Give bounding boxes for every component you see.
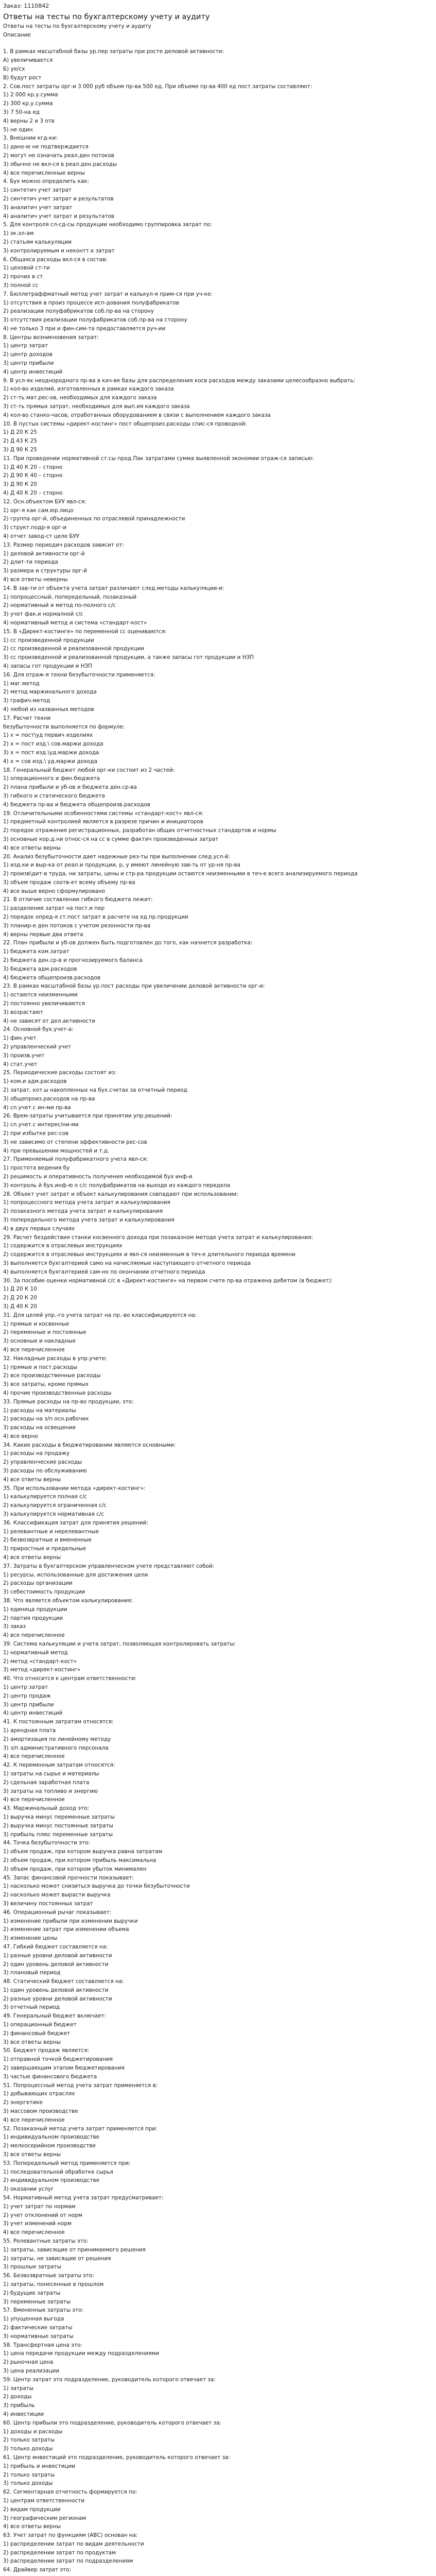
description-line: 1) сп.учет.с интерес/ни-ми — [3, 1122, 79, 1128]
description-line: 4) все верно — [3, 1433, 38, 1439]
description-line: 47. Гибкий бюджет составляется на: — [3, 1943, 108, 1950]
description-line: 64. Драйвер затрат это: — [3, 2567, 71, 2573]
description-line: 46. Операционный рычаг показывает: — [3, 1909, 112, 1916]
description-line: 1) остаются неизменными — [3, 992, 78, 998]
description-line: 12. Осн.объектом БУУ явл-ся: — [3, 498, 86, 505]
description-line: 14. В зав-ти от объекта учета затрат различают след.методы калькуляции-и: — [3, 585, 224, 591]
description-line: 2) партия продукции — [3, 1615, 63, 1621]
description-line: 4) все ответы верны — [3, 2523, 61, 2530]
description-line: 1) прямые и пост.расходы — [3, 1364, 78, 1370]
description-line: 3) изменение цены — [3, 1935, 58, 1942]
description-line: 51. Попроцессный метод учета затрат применяется в: — [3, 2082, 158, 2089]
description-line: 1) распределении затрат по видам деятельности — [3, 2540, 144, 2547]
description-line: 3) общепроиз.расходов на пр-ва — [3, 1095, 95, 1102]
description-line: 2) произв\дит-в труда, ни затраты, цены и стр-ра продукции остаются неизменными в теч-е всего анализируемого периода — [3, 871, 358, 877]
description-line: 2) 300 кр.у.сумма — [3, 100, 53, 107]
description-line: 1) насколько может снизиться выручка до точки безубыточности — [3, 1883, 190, 1890]
description-line: 21. В отличие составлении гибкого бюджета лежит: — [3, 896, 153, 903]
description-line: 2) содержится в отраслевых инструкциях и явл-ся неизменным в теч-е длительного периода времени — [3, 1251, 295, 1258]
description-line: 4) отчет завод-ст целе БУУ — [3, 533, 80, 540]
order-number: Заказ: 1110842 — [3, 3, 49, 9]
description-line: 29. Расчет бездействия станки косвенного дохода при позаказном методе учета затрат и калькулирования: — [3, 1234, 313, 1241]
description-line: 2) энергетике — [3, 2099, 43, 2106]
description-line: 4) при превышении мощностей и т.д. — [3, 1147, 110, 1154]
description-line: 49. Генеральный бюджет включает: — [3, 2013, 107, 2020]
description-line: 4) инвестиции — [3, 2411, 44, 2417]
description-line: 4) в двух первых случаях — [3, 1225, 75, 1232]
description-line: 57. Вмененные затраты это: — [3, 2307, 83, 2314]
description-line: 4) сп.учет.с ин-ми пр-ва — [3, 1104, 71, 1111]
description-line: 3) размера и структуры орг-й — [3, 568, 88, 574]
description-line: 1. В рамках масштабной базы ур.пер затраты при росте деловой активности: — [3, 48, 224, 55]
description-line: 1) один уровень деловой активности — [3, 1987, 109, 1993]
description-line: 3) з/п административного персонала — [3, 1744, 109, 1751]
section-label: Описание — [3, 31, 31, 38]
description-line: 3) только доходы — [3, 2480, 53, 2487]
description-line: 3) только доходы — [3, 2446, 53, 2452]
description-line: 1) затраты на сырье и материалы — [3, 1770, 99, 1777]
description-line: 34. Какие расходы в бюджетировании являются основными: — [3, 1442, 176, 1448]
description-line: 2) управленческие расходы — [3, 1459, 82, 1466]
description-line: 1) затраты, понесенные в прошлом — [3, 2281, 104, 2287]
description-line: 4) кол-во станко-часов, отработанных оборудованием в связи с выполнением каждого заказа — [3, 412, 271, 418]
description-line: 2) затрат, кот.ы накопленных на бух.счетах за отчетный период — [3, 1087, 187, 1094]
description-line: 1) расходы на продажу — [3, 1450, 70, 1457]
description-line: 3) прибыль — [3, 2402, 35, 2409]
description-line: 2) ст-ть мат.рес-ов, необходимых для каждого заказа — [3, 395, 157, 401]
description-line: 3) основные и накладные — [3, 1338, 76, 1345]
description-line: 3) гибкого и статического бюджета — [3, 792, 105, 799]
description-line: 15. В «Директ-костинге» по переменной сс оцениваются: — [3, 628, 167, 635]
description-line: 2) плана прибыли и уб-ов и бюджета ден.ср-ва — [3, 784, 137, 791]
description-line: 1) индивидуальном производстве — [3, 2134, 100, 2141]
description-line: 4) выполняется бухгалтерией сам-но по окончании отчетного периода — [3, 1268, 205, 1275]
description-line: 1) операционного и фин.бюджета — [3, 775, 100, 782]
description-line: 5. Для контроля сл-сд-сы продукции необходимо группировка затрат по: — [3, 222, 212, 228]
description-line: 3) выполняется бухгалтерией само на начисляемые наступающего отчетного периода — [3, 1260, 251, 1266]
description-line: 3) плановый период — [3, 1970, 61, 1976]
description-line: 3) учет изменений норм — [3, 2221, 72, 2227]
description-line: 3. Внешнии кгд-ки: — [3, 135, 58, 142]
description-line: 1) деловой активности орг-й — [3, 550, 85, 557]
description-line: 3) графич.метод — [3, 698, 50, 704]
description-line: 3) не зависимо от степени эффективности рес-сов — [3, 1139, 147, 1145]
description-line: 1) упущенная выгода — [3, 2316, 64, 2323]
description-line: 3) контроль й бух.инф-ю о с/с полуфабрикатов на выходе из каждого передела — [3, 1182, 231, 1189]
description-line: 1) бюджета ком.затрат — [3, 948, 69, 955]
description-line: 45. Запас финансовой прочности показывает: — [3, 1874, 134, 1881]
description-line: 41. К постоянным затратам относятся: — [3, 1719, 114, 1725]
description-line: 2) длит-ти периода — [3, 559, 58, 566]
description-line: 4) запасы гот продукции и НЗП — [3, 663, 92, 669]
description-line: 2) решимость и оперативность получения необходимой бух инф-и — [3, 1173, 193, 1180]
description-line: безубыточности выполняется по формуле: — [3, 723, 125, 730]
description-line: 3) центр прибыли — [3, 360, 54, 367]
description-line: 3) Д 90 К 25 — [3, 447, 37, 453]
description-line: 1) выручка минус переменные затраты — [3, 1814, 115, 1820]
description-line: 1) эк.эл-ам — [3, 230, 34, 237]
description-line: 4) все перечисленное — [3, 1632, 65, 1639]
description-line: 2) финансовый бюджет — [3, 2030, 71, 2037]
description-line: 1) затраты, зависящие от принимаемого решения — [3, 2246, 146, 2253]
description-line: 3) расходы по обслуживанию — [3, 1468, 87, 1475]
description-line: 2) амортизация по линейному методу — [3, 1736, 111, 1742]
description-line: 3) ст-ть прямых затрат, необходимых для вып.ия каждого заказа — [3, 403, 190, 410]
description-line: 1) затраты — [3, 2385, 34, 2392]
description-line: 3) Д 90 К 20 — [3, 481, 37, 488]
description-line: 22. План прибыли и уб-ов должен быть подготовлен до того, как начнется разработка: — [3, 940, 253, 946]
description-line: 3) основные кор.д.ни относ-ся на сс в сумме фактич произведенных затрат — [3, 836, 219, 842]
description-line: 1) нормативный метод — [3, 1649, 68, 1656]
description-line: 1) цена передачи продукции между подразделениями — [3, 2350, 160, 2357]
description-line: 3) сс произведенной и реализованной продукции, а также запасы гот продукции и НЗП — [3, 654, 254, 661]
description-line: 2) калькулируется ограниченная с/с — [3, 1502, 107, 1509]
description-line: 2) нормативный и метод по-полного с/с — [3, 602, 116, 609]
description-line: 1) цеховой ст-ти — [3, 265, 50, 272]
description-line: 3) все ответы верны — [3, 2039, 61, 2045]
description-line: 4) все перечисленное — [3, 2229, 65, 2236]
description-line: 1) калькулируется полная с/с — [3, 1494, 88, 1500]
description-line: 1) кол-во изделий, изготовленных в рамках каждого заказа — [3, 386, 174, 393]
description-line: 62. Сегментарная отчетность формируется по: — [3, 2489, 137, 2496]
description-line: 1) синтетич учет затрат — [3, 187, 72, 194]
description-line: 3) все затраты, кроме прямых — [3, 1381, 89, 1388]
description-line: 26. Врем-затраты учитывается при принятии упр.решений: — [3, 1113, 172, 1120]
description-line: 2) только затраты — [3, 2471, 55, 2478]
description-line: 3) планир-е ден потоков с учетом резонности пр-ва — [3, 922, 151, 929]
description-line: 1) орг-я как сам.юр.лицо — [3, 507, 74, 514]
description-line: 43. Маржинальный доход это: — [3, 1805, 89, 1812]
description-line: 63. Учет затрат по функциям (АВС) основан на: — [3, 2532, 138, 2539]
description-line: 1) предметный контролией является в разрезе причин и инициаторов — [3, 819, 203, 825]
description-line: 1) расходы на материалы — [3, 1407, 76, 1414]
description-line: 20. Анализ безубыточности дает надежные рез-ты при выполнении след.усл-й: — [3, 853, 230, 860]
description-line: 1) прибыль и инвестиции — [3, 2463, 76, 2469]
description-line: 16. Для отраж-я техни безубыточности применяется: — [3, 671, 155, 678]
description-line: 2) Д 43 К 25 — [3, 438, 37, 445]
description-line: 61. Центр инвестиций это подразделение, руководитель которого отвечает за: — [3, 2454, 230, 2461]
description-line: 4) Д 40 К 20 – сторно — [3, 490, 63, 497]
description-line: 40. Что относится к центрам ответственности: — [3, 1675, 137, 1682]
description-line: 4) все выше верно сформулировано — [3, 888, 106, 894]
description-line: 1) изменение прибыли при изменении выручки — [3, 1918, 138, 1924]
description-line: 31. Для целей упр.-го учета затрат на пр.-во классифицируются на: — [3, 1312, 197, 1318]
description-line: 2) затраты, не зависящие от решения — [3, 2255, 111, 2262]
description-line: 1) 2 000 кр.у.сумма — [3, 92, 58, 98]
description-line: 3) метод «директ-костинг» — [3, 1667, 81, 1673]
description-line: 3) 7 50-на ед — [3, 109, 40, 115]
description-line: 30. За пособие оценки нормативной с/с в «Директ-костинге» на первом счете пр-ва отражена дебетом (в бюджет): — [3, 1277, 333, 1284]
description-line: 3) отчетный период — [3, 2004, 60, 2011]
description-line: 3) затраты на топливо и энергию — [3, 1788, 98, 1794]
description-line: 2) разные уровни деловой активности — [3, 1995, 112, 2002]
description-line: 4) все перечисленные верны — [3, 170, 85, 176]
description-line: 36. Классификация затрат для принятия решений: — [3, 1519, 148, 1526]
description-line: 1) объем продаж, при котором выручка равна затратам — [3, 1849, 163, 1855]
description-line: 1) центр затрат — [3, 1684, 48, 1690]
description-line: 44. Точка безубыточности это: — [3, 1840, 90, 1846]
description-line: 4) не зависят от дел.активности — [3, 1018, 96, 1024]
description-line: 2) синтетич учет затрат и результатов — [3, 195, 114, 202]
description-line: 2) бюджета ден.ср-в и прогнозируемого баланса — [3, 957, 143, 964]
description-line: 5) не один — [3, 126, 33, 133]
description-line: 2) управленческий учет — [3, 1044, 71, 1050]
description-line: 1) попроцессный, попередельный, позаказный — [3, 594, 137, 600]
description-line: 10. В пустых системы «директ-костинг» пост общепроиз.расходы спис-ся проводкой: — [3, 420, 247, 427]
description-line: В) будут рост — [3, 74, 42, 81]
description-line: 2. Сов.пост затраты орг-и 3 000 руб объем пр-ва 500 ед. При объеме пр-ва 400 ед пост.затраты составляют: — [3, 83, 312, 90]
description-line: 55. Релевантные затраты это: — [3, 2238, 89, 2244]
description-line: 1) сс произведенной продукции — [3, 637, 94, 643]
description-line: 2) статьям калькуляции — [3, 239, 72, 245]
description-line: 2) центр продаж — [3, 1692, 51, 1699]
description-line: 1) Д 20 К 25 — [3, 429, 37, 436]
page-subtitle: Ответы на тесты по бухгалтерскому учету и аудиту — [3, 23, 151, 29]
description-line: 53. Попередельный метод применяется при: — [3, 2160, 131, 2166]
description-line: 1) маг.метод — [3, 680, 40, 687]
description-line: 2) сс произведенной и реализованной продукции — [3, 646, 144, 652]
description-line: 1) прямые и косвенные — [3, 1320, 69, 1327]
description-line: 3) переменные затраты — [3, 2298, 71, 2305]
description-line: 3) заказ — [3, 1623, 26, 1630]
description-line: 3) отсутствия реализации полуфабрикатов соб.пр-ва на сторону — [3, 317, 187, 324]
description-line: 2) расходы организации — [3, 1580, 73, 1587]
description-line: 4) все ответы верны — [3, 844, 61, 851]
description-line: 1) релевантные и нерелевантные — [3, 1528, 99, 1535]
description-line: 3) расходы на освещение — [3, 1425, 76, 1431]
description-line: 4) все перечисленное — [3, 2116, 65, 2123]
description-line: 1) ресурсы, использованные для достижения цели — [3, 1571, 148, 1578]
description-line: 4) все перечисленное — [3, 1753, 65, 1760]
description-line: 2) безвозвратные и вмененные — [3, 1537, 92, 1544]
description-line: 2) х = пост изд.\ сов.маржи дохода — [3, 741, 103, 748]
description-line: 18. Генеральный бюджет любой орг-ки состоит из 2 частей: — [3, 767, 175, 773]
description-line: 37. Затраты в бухгалтерском управленческом учете представляют собой: — [3, 1563, 215, 1569]
description-line: 3) структ.подр-я орг-и — [3, 524, 67, 531]
description-line: 24. Основной бух.учет-а: — [3, 1026, 74, 1033]
description-line: 3) объем продаж соотв-ет всему объему пр-ва — [3, 879, 135, 886]
description-line: 3) цена реализации — [3, 2367, 60, 2374]
description-line: 1) ком.и адм.расходов — [3, 1078, 67, 1085]
description-line: 2) позаказного метода учета затрат и калькулирования — [3, 1208, 163, 1215]
description-line: 2) расходы на з/п осн.рабочих — [3, 1416, 89, 1422]
description-line: 3) попередельного метода учета затрат и калькулирования — [3, 1216, 175, 1223]
description-line: 9. В усл-ях неоднородного пр-ва в кач-ве базы для распределения косв расходов между заказами целесообразно выбрать: — [3, 377, 356, 384]
description-line: 2) учет отклонений от норм — [3, 2212, 82, 2218]
description-line: 7. Бюллетраффматный метод учет затрат и калькул-я прим-ся при уч-ке: — [3, 291, 213, 297]
description-line: 1) попроцессного метода учета затрат и калькулирования — [3, 1199, 170, 1206]
description-line: 3) аналитич учет затрат — [3, 204, 73, 211]
description-line: 1) единица продукции — [3, 1606, 67, 1613]
description-body — [3, 47, 432, 2576]
description-line: 1) центр затрат — [3, 343, 48, 349]
description-line: 1) разные уровни деловой активности — [3, 1952, 112, 1959]
description-line: 2) доходы — [3, 2394, 32, 2400]
description-line: 4) нормативный метод и система «стандарт-кост» — [3, 619, 147, 626]
description-line: 58. Трансфертная цена это: — [3, 2342, 82, 2348]
description-line: 4) х = сов изд.\ уд.маржи дохода — [3, 758, 97, 765]
description-line: 3) нормативные затраты — [3, 2333, 74, 2340]
description-line: 13. Размер периодич расходов зависит от: — [3, 541, 125, 548]
description-line: 38. Что является объектом калькулирования: — [3, 1598, 133, 1604]
description-line: 1) содержится в отраслевых инструкциях — [3, 1243, 123, 1249]
description-line: 2) насколько может вырасти выручка — [3, 1892, 111, 1899]
description-line: 4) прочие производственные расходы — [3, 1389, 112, 1396]
description-line: 35. При использовании метода «директ-костинг»: — [3, 1485, 146, 1492]
description-line: 2) постоянно увеличиваются — [3, 1001, 85, 1007]
description-line: 4) бюджета пр-ва и бюджета общепроизв.расходов — [3, 801, 150, 808]
description-line: 3) контролируемым и неконтт.к затрат — [3, 247, 115, 254]
description-line: 4) все ответы верны — [3, 1554, 61, 1561]
description-line: 56. Безвозвратные затраты это: — [3, 2273, 94, 2279]
description-line: 4) стат.учет — [3, 1061, 38, 1067]
description-line: 1) арендная плата — [3, 1727, 56, 1734]
description-line: 1) учет затрат по нормам — [3, 2203, 76, 2210]
description-line: 2) фактические затраты — [3, 2324, 73, 2331]
description-line: 4) аналитич учет затрат и результатов — [3, 213, 114, 219]
description-line: 32. Накладные расходы в упр.учете: — [3, 1355, 107, 1362]
description-line: 3) массовом производстве — [3, 2108, 78, 2115]
description-line: 3) учет фак.и нормалной с/с — [3, 611, 83, 618]
description-line: 11. При проведении нормативной ст.сы прод.Пак затратами сумма выявленной экономии отраж-ся записью: — [3, 455, 314, 462]
description-line: 2) порядок отражения регистрационных, разработан общих отчетностных стандартов и нормы — [3, 827, 276, 834]
description-line: 3) прошлые затраты — [3, 2264, 61, 2270]
description-line: 1) Д 40 К 20 – сторно — [3, 464, 63, 470]
description-line: 2) при избытке рес-сов — [3, 1130, 68, 1137]
description-line: 2) один уровень деловой активности — [3, 1961, 109, 1968]
description-line: 3) географическим регионам — [3, 2515, 86, 2521]
description-line: 2) группа орг-й, объединенных по отраслевой принадлежности — [3, 516, 185, 522]
description-line: 4) все перечисленное — [3, 1797, 65, 1803]
description-line: 3) Д 40 К 20 — [3, 1303, 37, 1310]
description-line: 3) калькулируется нормативная с/с — [3, 1511, 104, 1518]
description-line: 1) разделение затрат на пост.и пер — [3, 905, 105, 912]
description-line: 2) центр доходов — [3, 351, 53, 358]
description-line: 1) отсутствия в произ процессе исп-дования полуфабрикатов — [3, 299, 179, 306]
description-line: 2) реализации полуфабрикатов соб.пр-ва на сторону — [3, 308, 154, 315]
description-line: 27. Применяемый полуфабрикатного учета явл-ся: — [3, 1156, 148, 1163]
description-line: 48. Статический бюджет составляется на: — [3, 1978, 124, 1985]
spacer — [3, 39, 432, 47]
description-line: 2) завершающим этапом бюджетирования — [3, 2065, 125, 2072]
description-line: 1) фин.учет — [3, 1035, 37, 1042]
description-line: 3) себестоимость продукции — [3, 1589, 85, 1596]
description-line: 4) все перечисленное — [3, 1346, 65, 1353]
description-line: 1) Д 20 К 10 — [3, 1286, 37, 1293]
description-line: 60. Центр прибыли это подразделение, руководитель которого отвечает за: — [3, 2419, 221, 2426]
description-line: 3) оказании услуг — [3, 2186, 54, 2193]
description-line: 2) только затраты — [3, 2437, 55, 2444]
description-line: 2) мелкосерийном производстве — [3, 2143, 96, 2149]
page-title: Ответы на тесты по бухгалтерскому учету и аудиту — [3, 12, 210, 21]
description-line: 1) дано-ю не подтверждается — [3, 144, 89, 150]
description-line: 3) х = пост изд.\уд.маржи дохода — [3, 749, 99, 756]
description-line: Б) уе/сх — [3, 65, 25, 72]
description-line: 1) отправной точкой бюджетирования — [3, 2056, 113, 2063]
description-line: 4) верны первые два ответа — [3, 931, 83, 938]
description-line: 4) любой из названных методов — [3, 706, 94, 713]
description-line: 2) метод маржинального дохода — [3, 689, 97, 696]
description-line: 2) рыночная цена — [3, 2359, 54, 2366]
description-line: 8. Центры возникновения затрат: — [3, 334, 99, 341]
description-line: 2) прочих в ст — [3, 274, 43, 280]
description-line: 3) частью финансового бюджета — [3, 2073, 97, 2080]
description-line: 2) изменение затрат при изменении объема — [3, 1926, 129, 1933]
description-line: 2) метод «стандарт-кост» — [3, 1658, 77, 1665]
description-line: 3) все ответы верны — [3, 2151, 61, 2158]
description-line: 6. Общаяса расходы вкл-ся в состав: — [3, 256, 108, 263]
description-line: 3) произв.учет — [3, 1052, 45, 1059]
description-line: 3) обычно не вкл-ся в реал.ден.расходы — [3, 161, 117, 167]
description-line: 52. Позаказный метод учета затрат применяется при: — [3, 2125, 158, 2132]
description-line: 3) прибыль плюс переменные затраты — [3, 1831, 113, 1838]
description-line: 4) бюджета общепроизв.расходов — [3, 974, 101, 981]
description-line: 42. К переменным затратам относятся: — [3, 1762, 115, 1769]
description-line: 50. Бюджет продаж является: — [3, 2047, 90, 2054]
description-line: 1) доходы и расходы — [3, 2428, 63, 2435]
description-line: 3) объем продаж, при котором убыток минимален — [3, 1866, 147, 1872]
description-line: 33. Прямые расходы на пр-во продукции, это: — [3, 1398, 134, 1405]
description-line: 4) не только 3 при и фин-сим-та предоставляется руч-ии — [3, 325, 166, 332]
description-line: 2) Д 20 К 20 — [3, 1295, 37, 1301]
description-line: 2) переменные и постоянные — [3, 1329, 86, 1336]
description-line: 2) индивидуальном производстве — [3, 2177, 100, 2184]
description-line: 19. Отличительными особенностями системы «стандарт-кост» явл-ся: — [3, 810, 204, 817]
description-line: 1) последовательной обработке сырья — [3, 2168, 113, 2175]
description-line: 3) распределении затрат по подразделениям — [3, 2558, 133, 2565]
description-line: 2) объем продаж, при котором прибыль максимальна — [3, 1857, 156, 1863]
description-line: 3) бюджета адм.расходов — [3, 965, 77, 972]
description-line: 2) могут не означать реал.ден потоков — [3, 152, 114, 159]
description-line: 3) полной сс — [3, 282, 39, 289]
description-line: 2) сдельная заработная плата — [3, 1779, 90, 1786]
description-line: 28. Объект учет затрат и объект калькулирования совпадают при использовании: — [3, 1191, 239, 1197]
description-line: 17. Расчет техни — [3, 715, 51, 721]
description-line: 1) операционный бюджет — [3, 2022, 77, 2028]
description-line: 25. Периодические расходы состоят из: — [3, 1070, 117, 1076]
description-line: 2) Д 90 К 40 – сторно — [3, 472, 63, 479]
description-line: 1) изд.ки и выр-ка от реал.и продукции, р, у имеют линейную зав-ть от ур-ня пр-ва — [3, 862, 240, 869]
description-line: 1) добывающих отраслях — [3, 2091, 75, 2097]
description-line: 4) центр инвестиций — [3, 368, 63, 375]
description-line: 1) простота ведения бу — [3, 1165, 70, 1172]
description-line: 4) центр инвестиций — [3, 1710, 63, 1717]
description-line: 59. Центр затрат это подразделение, руководитель которого отвечает за: — [3, 2376, 216, 2383]
description-line: 23. В рамках масштабной базы ур.пост расходы при увеличении деловой активности орг-и: — [3, 983, 265, 990]
description-line: 1) х = пост\уд первич изделиях — [3, 732, 93, 739]
description-line: А) увеличивается — [3, 57, 53, 64]
description-line: 2) распределении затрат по продуктам — [3, 2549, 116, 2556]
description-line: 1) центрам ответственности — [3, 2497, 85, 2504]
description-line: 2) будущие затраты — [3, 2290, 61, 2296]
description-line: 2) выручка минус постоянные затраты — [3, 1822, 113, 1829]
description-line: 4) все ответы неверны — [3, 577, 68, 583]
description-line: 3) возрастают — [3, 1009, 43, 1015]
description-line: 2) все производственные расходы — [3, 1372, 101, 1379]
description-line: 3) величину постоянных затрат — [3, 1900, 93, 1907]
description-line: 54. Нормативный метод учета затрат предусматривает: — [3, 2195, 164, 2201]
description-line: 4) все ответы верны — [3, 1476, 61, 1483]
description-line: 4) верны 2 и 3 отв — [3, 117, 55, 124]
description-line: 3) приростные и предельные — [3, 1546, 86, 1552]
description-line: 3) центр прибыли — [3, 1701, 54, 1708]
description-line: 39. Система калькуляции и учета затрат, позволяющая контролировать затраты: — [3, 1641, 236, 1648]
description-line: 2) видам продукции — [3, 2506, 61, 2513]
description-line: 4. Бух можно определить как: — [3, 178, 89, 185]
description-line: 2) порядок опред-я ст.пост затрат в расчете на ед.пр.продукции — [3, 914, 188, 921]
